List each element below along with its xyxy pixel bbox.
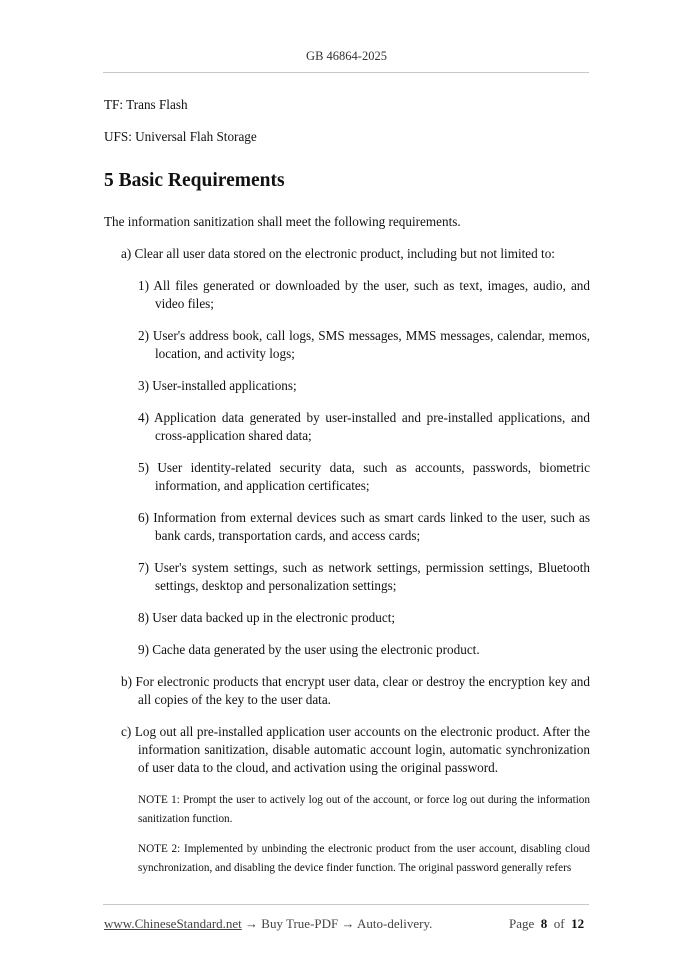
- footer-tagline: → Buy True-PDF → Auto-delivery.: [241, 916, 433, 931]
- subitem-2: 2) User's address book, call logs, SMS messages, MMS messages, calendar, memos, location, and activity logs;: [138, 328, 590, 361]
- section-intro: The information sanitization shall meet the following requirements.: [104, 214, 461, 229]
- abbreviation-ufs: UFS: Universal Flah Storage: [104, 129, 257, 144]
- subitem-5: 5) User identity-related security data, such as accounts, passwords, biometric information, and application certificates;: [138, 460, 590, 493]
- page-current: 8: [540, 916, 548, 931]
- subitem-8: 8) User data backed up in the electronic product;: [138, 610, 396, 625]
- subitem-6: 6) Information from external devices such as smart cards linked to the user, such as bank cards, transportation cards, and access cards;: [138, 510, 590, 543]
- subitem-9: 9) Cache data generated by the user using the electronic product.: [138, 642, 480, 657]
- footer-divider: [103, 904, 589, 905]
- requirement-item-c: c) Log out all pre-installed application user accounts on the electronic product. After the information sanitization, disable automatic account login, automatic synchronization of user data to the cloud, and activation using the original password.: [121, 724, 590, 775]
- header-divider: [103, 72, 589, 73]
- subitem-4: 4) Application data generated by user-installed and pre-installed applications, and cross-application shared data;: [138, 410, 590, 443]
- requirement-item-a: a) Clear all user data stored on the electronic product, including but not limited to:: [121, 246, 555, 261]
- page-label: Page: [509, 916, 535, 931]
- subitem-7: 7) User's system settings, such as network settings, permission settings, Bluetooth settings, desktop and personalization settings;: [138, 560, 590, 593]
- page-header: GB 46864-2025: [306, 49, 387, 63]
- document-body: [104, 96, 590, 889]
- subitem-1: 1) All files generated or downloaded by the user, such as text, images, audio, and video files;: [138, 278, 590, 311]
- page-of: of: [553, 916, 565, 931]
- abbreviation-tf: TF: Trans Flash: [104, 97, 188, 112]
- requirement-item-b: b) For electronic products that encrypt user data, clear or destroy the encryption key and all copies of the key to the user data.: [121, 674, 590, 707]
- note-2: NOTE 2: Implemented by unbinding the electronic product from the user account, disabling cloud synchronization, and disabling the device finder function. The original password generally refers: [138, 843, 590, 874]
- note-1: NOTE 1: Prompt the user to actively log out of the account, or force log out during the information sanitization function.: [138, 794, 590, 825]
- footer-site-link[interactable]: www.ChineseStandard.net: [104, 916, 242, 931]
- page-number: [509, 916, 584, 932]
- subitem-3: 3) User-installed applications;: [138, 378, 297, 393]
- page-total: 12: [571, 916, 585, 931]
- section-heading: 5 Basic Requirements: [104, 170, 285, 191]
- footer-promo: [104, 916, 432, 932]
